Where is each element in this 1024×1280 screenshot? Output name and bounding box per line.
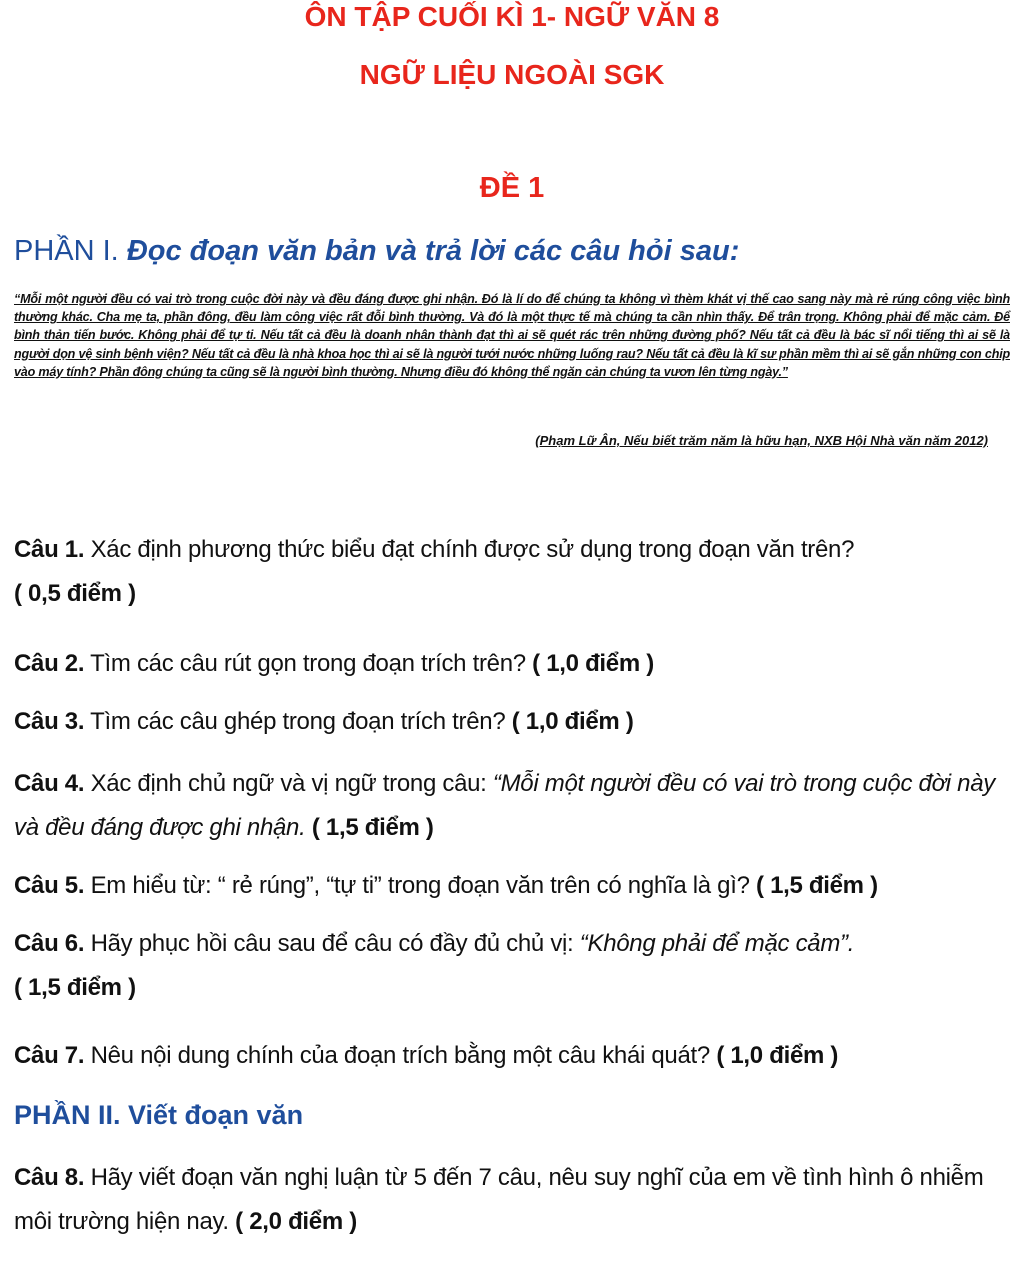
question-points: ( 0,5 điểm )	[14, 580, 136, 607]
question-text: Em hiểu từ: “ rẻ rúng”, “tự ti” trong đoạn văn trên có nghĩa là gì?	[84, 872, 757, 899]
question-label: Câu 6.	[14, 930, 85, 957]
question-points: ( 1,0 điểm )	[532, 650, 654, 677]
question-text: Tìm các câu ghép trong đoạn trích trên?	[84, 708, 512, 735]
part1-heading	[14, 232, 1014, 270]
question-2	[14, 642, 1010, 686]
part1-instruction: Đọc đoạn văn bản và trả lời các câu hỏi sau:	[126, 235, 740, 267]
question-text: Xác định phương thức biểu đạt chính được sử dụng trong đoạn văn trên?	[84, 536, 855, 563]
question-points: ( 1,0 điểm )	[511, 708, 634, 735]
question-points: ( 1,5 điểm )	[305, 814, 434, 841]
question-7	[14, 1034, 1010, 1078]
question-text: Tìm các câu rút gọn trong đoạn trích trên?	[84, 650, 533, 677]
question-quote: “Mỗi một người đều có vai trò trong cuộc đời này và đều đáng được ghi nhận.	[14, 770, 995, 841]
question-text: Nêu nội dung chính của đoạn trích bằng một câu khái quát?	[84, 1042, 717, 1069]
question-label: Câu 4.	[14, 770, 85, 797]
question-6	[14, 922, 1010, 1010]
question-points: ( 1,5 điểm )	[14, 974, 136, 1001]
question-points: ( 2,0 điểm )	[235, 1208, 357, 1235]
part2-heading: PHẦN II. Viết đoạn văn	[14, 1100, 304, 1130]
question-label: Câu 2.	[14, 650, 85, 677]
exam-label: ĐỀ 1	[479, 172, 545, 204]
question-4	[14, 762, 1010, 850]
passage-source: (Phạm Lữ Ân, Nếu biết trăm năm là hữu hạn, NXB Hội Nhà văn năm 2012)	[535, 433, 988, 448]
question-label: Câu 5.	[14, 872, 85, 899]
question-8	[14, 1156, 1010, 1244]
question-label: Câu 1.	[14, 536, 85, 563]
question-text: Xác định chủ ngữ và vị ngữ trong câu:	[84, 770, 493, 797]
question-1	[14, 528, 1010, 616]
question-text: Hãy viết đoạn văn nghị luận từ 5 đến 7 câu, nêu suy nghĩ của em về tình hình ô nhiễm môi trường hiện nay.	[14, 1164, 984, 1235]
question-label: Câu 8.	[14, 1164, 85, 1191]
question-label: Câu 3.	[14, 708, 85, 735]
reading-passage: “Mỗi một người đều có vai trò trong cuộc đời này và đều đáng được ghi nhận. Đó là lí do để chúng ta không vì thèm khát vị thế cao sang này mà rẻ rúng công việc bình thường khác. Cha mẹ ta, phần đông, đều làm công việc rất đỗi bình thường. Và đó là một thực tế mà chúng ta cần nhìn thấy. Để trân trọng. Không phải để mặc cảm. Để bình thản tiến bước. Không phải để tự ti. Nếu tất cả đều là doanh nhân thành đạt thì ai sẽ quét rác trên những đường phố? Nếu tất cả đều là bác sĩ nổi tiếng thì ai sẽ là người dọn vệ sinh bệnh viện? Nếu tất cả đều là nhà khoa học thì ai sẽ là người tưới nước những luống rau? Nếu tất cả đều là kĩ sư phần mềm thì ai sẽ gắn những con chip vào máy tính? Phần đông chúng ta cũng sẽ là người bình thường. Nhưng điều đó không thể ngăn cản chúng ta vươn lên từng ngày.”	[14, 292, 1010, 379]
document-subtitle: NGỮ LIỆU NGOÀI SGK	[359, 59, 665, 90]
document-title: ÔN TẬP CUỐI KÌ 1- NGỮ VĂN 8	[304, 1, 720, 32]
part1-label: PHẦN I.	[14, 235, 119, 267]
question-3	[14, 700, 1010, 744]
question-label: Câu 7.	[14, 1042, 85, 1069]
question-quote: “Không phải để mặc cảm”.	[579, 930, 855, 957]
question-text: Hãy phục hồi câu sau để câu có đầy đủ chủ vị:	[84, 930, 580, 957]
question-points: ( 1,5 điểm )	[756, 872, 878, 899]
question-points: ( 1,0 điểm )	[716, 1042, 839, 1069]
question-5	[14, 864, 1010, 908]
